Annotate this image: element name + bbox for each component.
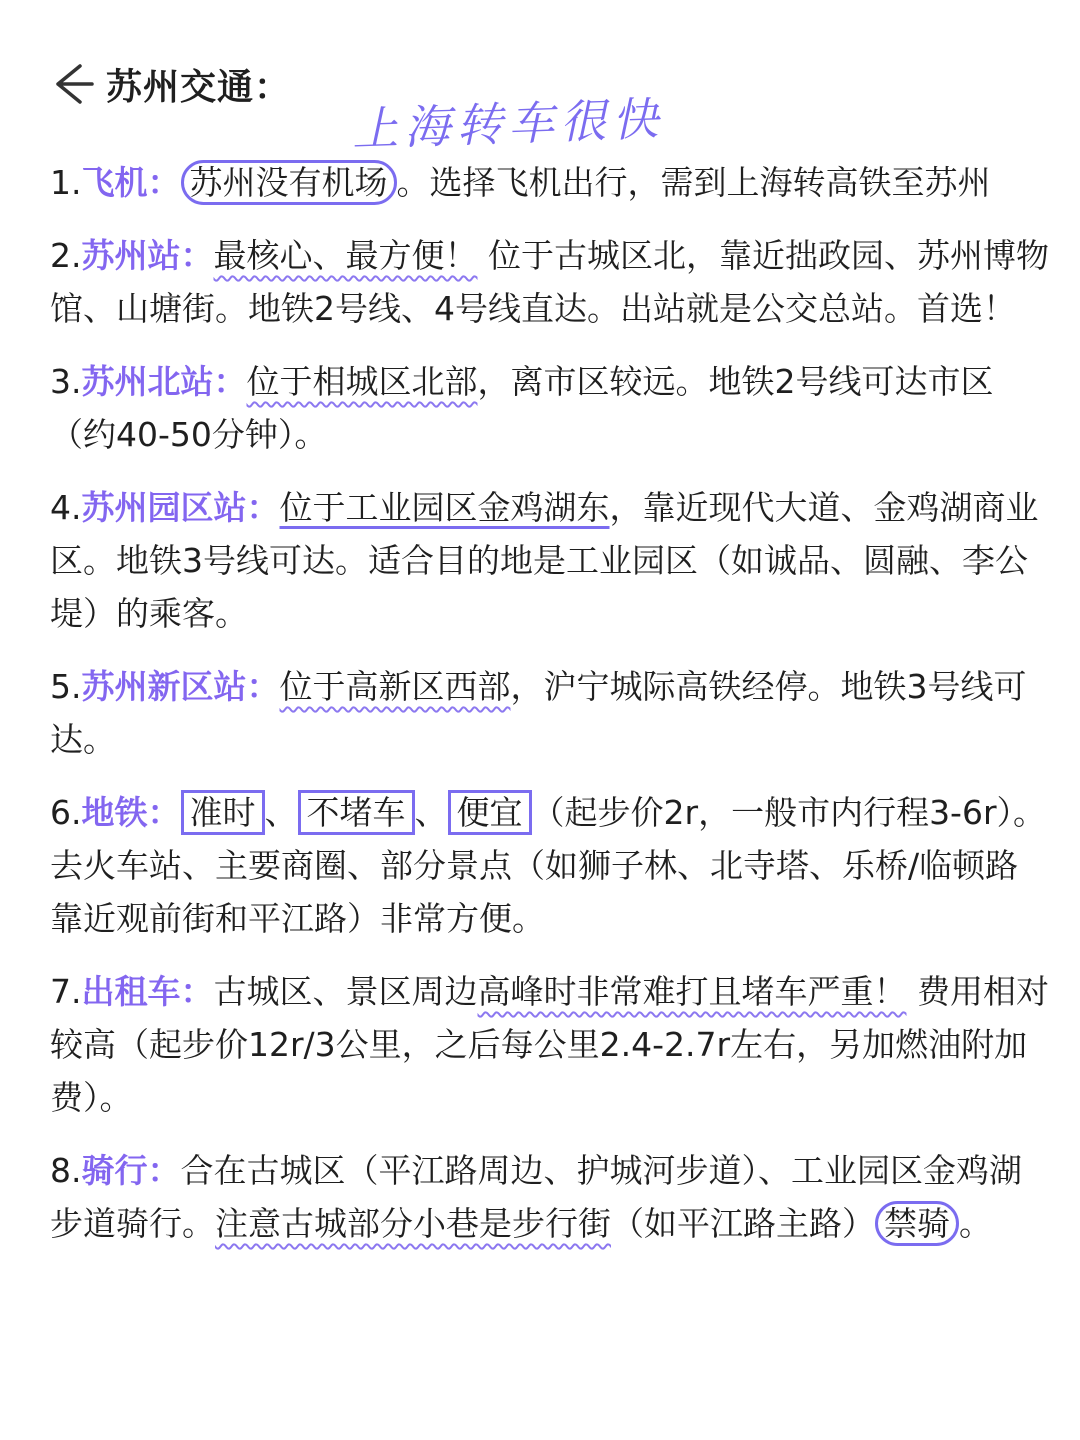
item-label: 苏州北站： [81, 362, 247, 401]
boxed-highlight: 准时 [181, 790, 265, 835]
underlined-highlight: 注意古城部分小巷是步行街 [215, 1204, 611, 1243]
item-text: 。 [959, 1204, 992, 1243]
underlined-highlight: 位于工业园区金鸡湖东 [279, 488, 610, 527]
item-text: ，离市区较远。地铁2号线可达市区（约40-50分钟）。 [50, 362, 994, 454]
item-number: 4. [50, 488, 82, 527]
item-text: 。选择飞机出行，需到上海转高铁至苏州 [396, 163, 991, 202]
list-item-suzhou-north [50, 355, 1050, 461]
item-number: 1. [50, 163, 82, 202]
item-label: 飞机： [81, 163, 181, 202]
item-label: 苏州新区站： [81, 667, 280, 706]
item-label: 苏州园区站： [81, 488, 280, 527]
header [44, 52, 291, 116]
back-button[interactable] [44, 56, 100, 112]
item-label: 出租车： [81, 972, 214, 1011]
underlined-highlight: 最核心、最方便！ [213, 236, 478, 275]
handwritten-note: 上海转车很快 [351, 91, 665, 157]
item-number: 2. [50, 236, 82, 275]
list-item-new-district [50, 660, 1050, 766]
item-number: 5. [50, 667, 82, 706]
list-item-suzhou-station [50, 229, 1050, 335]
item-text: （起步价2r，一般市内行程3-6r）。去火车站、主要商圈、部分景点（如狮子林、北寺塔、乐桥/临顿路靠近观前街和平江路）非常方便。 [50, 793, 1047, 938]
item-number: 3. [50, 362, 82, 401]
back-arrow-icon [50, 62, 94, 106]
item-text: （如平江路主路） [611, 1204, 875, 1243]
list-item-taxi [50, 965, 1050, 1124]
content [50, 156, 1050, 1270]
item-text: 费用相对较高（起步价12r/3公里，之后每公里2.4-2.7r左右，另加燃油附加费）。 [50, 972, 1049, 1117]
page-title: 苏州交通： [106, 66, 292, 108]
boxed-highlight: 便宜 [448, 790, 532, 835]
separator: 、 [414, 793, 448, 832]
item-label: 骑行： [81, 1151, 181, 1190]
separator: 、 [264, 793, 298, 832]
underlined-highlight: 位于相城区北部 [246, 362, 478, 401]
item-text: ，沪宁城际高铁经停。地铁3号线可达。 [50, 667, 1027, 759]
list-item-metro [50, 786, 1050, 945]
circled-highlight: 禁骑 [875, 1201, 959, 1246]
item-text: 古城区、景区周边 [213, 972, 478, 1011]
item-number: 6. [50, 793, 82, 832]
item-label: 苏州站： [81, 236, 214, 275]
item-text: 位于古城区北，靠近拙政园、苏州博物馆、山塘街。地铁2号线、4号线直达。出站就是公交总站。首选！ [50, 236, 1049, 328]
item-label: 地铁： [81, 793, 181, 832]
item-number: 7. [50, 972, 82, 1011]
item-text: 合在古城区（平江路周边、护城河步道）、工业园区金鸡湖步道骑行。 [50, 1151, 1022, 1243]
boxed-highlight: 不堵车 [298, 790, 415, 835]
circled-highlight: 苏州没有机场 [181, 160, 397, 205]
list-item-park-station [50, 481, 1050, 640]
item-text: ，靠近现代大道、金鸡湖商业区。地铁3号线可达。适合目的地是工业园区（如诚品、圆融、李公堤）的乘客。 [50, 488, 1039, 633]
item-number: 8. [50, 1151, 82, 1190]
list-item-plane [50, 156, 1050, 209]
underlined-highlight: 高峰时非常难打且堵车严重！ [477, 972, 907, 1011]
underlined-highlight: 位于高新区西部 [279, 667, 511, 706]
list-item-cycling [50, 1144, 1050, 1250]
